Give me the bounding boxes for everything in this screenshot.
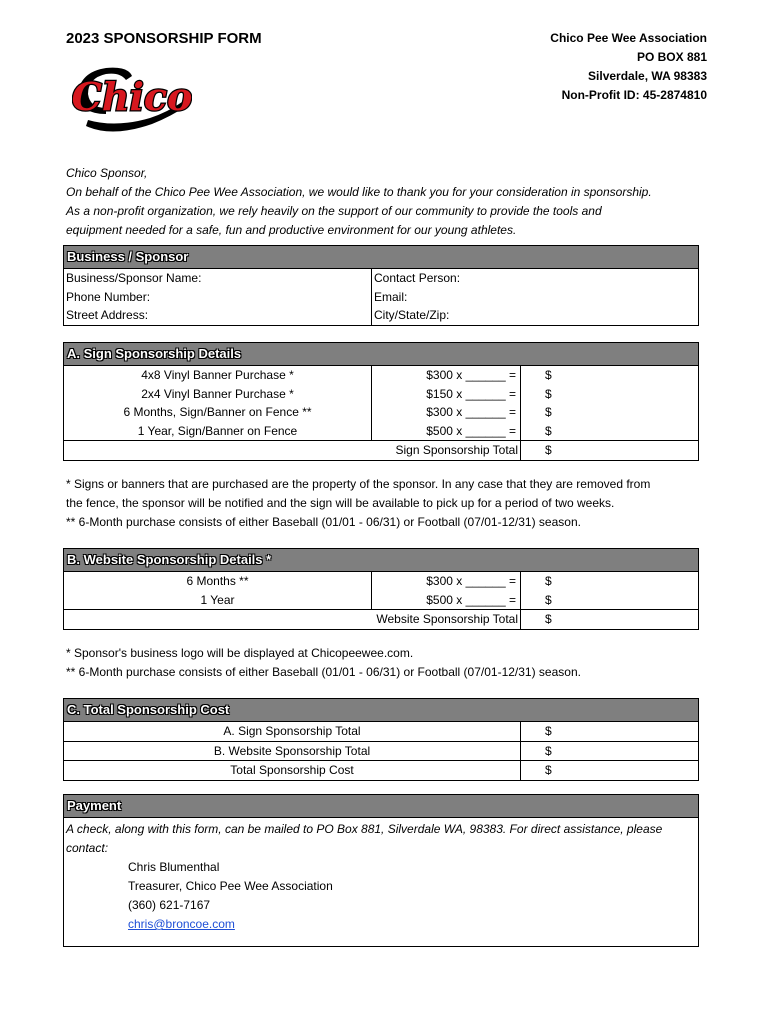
sign-item: 2x4 Vinyl Banner Purchase * [141, 386, 294, 401]
website-row [64, 572, 698, 591]
organization-address [550, 29, 707, 105]
note-line: ** 6-Month purchase consists of either Baseball (01/01 - 06/31) or Football (07/01-12/31) season. [66, 665, 581, 679]
form-row [64, 288, 698, 307]
website-total-row [64, 610, 698, 629]
website-sponsorship-section [63, 548, 699, 630]
letter-greeting: Chico Sponsor, [66, 166, 148, 180]
sign-item: 6 Months, Sign/Banner on Fence ** [123, 405, 312, 419]
website-price-quantity[interactable]: $300 x ______ = [371, 572, 520, 591]
note-line: ** 6-Month purchase consists of either Baseball (01/01 - 06/31) or Football (07/01-12/31) season. [66, 515, 581, 529]
logo-text: Chico [72, 74, 192, 119]
sign-price-quantity[interactable]: $150 x ______ = [371, 385, 520, 404]
website-notes [66, 644, 706, 682]
form-title: 2023 SPONSORSHIP FORM [66, 30, 262, 47]
email-field[interactable]: Email: [371, 288, 698, 307]
contact-phone: (360) 621-7167 [128, 898, 211, 912]
city-state-zip-field[interactable]: City/State/Zip: [371, 306, 698, 325]
total-label: Total Sponsorship Cost [230, 763, 354, 777]
letter-line: As a non-profit organization, we rely heavily on the support of our community to provide the tools and [66, 204, 602, 218]
website-price-quantity[interactable]: $500 x ______ = [371, 591, 520, 610]
total-value[interactable]: $ [520, 722, 698, 741]
sign-item: 4x8 Vinyl Banner Purchase * [141, 368, 294, 382]
website-total-value[interactable]: $ [520, 610, 698, 629]
form-row [64, 306, 698, 325]
website-item: 1 Year [200, 592, 235, 607]
letter-line: On behalf of the Chico Pee Wee Association, we would like to thank you for your consideration in sponsorship. [66, 185, 652, 199]
org-nonprofit-id: Non-Profit ID: 45-2874810 [561, 88, 707, 102]
sign-line-total[interactable]: $ [520, 366, 698, 385]
sign-row [64, 422, 698, 442]
sign-price-quantity[interactable]: $500 x ______ = [371, 422, 520, 441]
sign-notes [66, 475, 706, 532]
total-row [64, 761, 698, 780]
phone-number-field[interactable]: Phone Number: [66, 289, 151, 304]
total-cost-section [63, 698, 699, 781]
sign-total-value[interactable]: $ [520, 441, 698, 460]
street-address-field[interactable]: Street Address: [66, 308, 149, 322]
total-row [64, 722, 698, 742]
total-label: A. Sign Sponsorship Total [223, 724, 361, 738]
chico-logo [72, 58, 192, 140]
org-city: Silverdale, WA 98383 [588, 69, 707, 83]
website-line-total[interactable]: $ [520, 572, 698, 591]
business-sponsor-section [63, 245, 699, 326]
sign-row [64, 403, 698, 422]
contact-email-row [64, 915, 698, 934]
section-header: C. Total Sponsorship Cost [64, 699, 698, 722]
sign-item: 1 Year, Sign/Banner on Fence [137, 423, 298, 438]
total-value[interactable]: $ [520, 742, 698, 761]
intro-letter [66, 164, 706, 240]
sign-sponsorship-section [63, 342, 699, 461]
section-header: A. Sign Sponsorship Details [64, 343, 698, 366]
note-line: the fence, the sponsor will be notified and the sign will be available to pick up for a period of two weeks. [66, 496, 615, 510]
sign-total-label: Sign Sponsorship Total [395, 443, 518, 457]
letter-line: equipment needed for a safe, fun and productive environment for our young athletes. [66, 223, 517, 237]
sign-row [64, 385, 698, 404]
total-value[interactable]: $ [520, 761, 698, 780]
form-row [64, 269, 698, 288]
sign-line-total[interactable]: $ [520, 385, 698, 404]
note-line: * Signs or banners that are purchased are the property of the sponsor. In any case that they are removed from [66, 477, 651, 491]
total-row [64, 742, 698, 762]
sign-row [64, 366, 698, 385]
section-header: Payment [64, 795, 698, 818]
payment-section [63, 794, 699, 947]
website-total-label: Website Sponsorship Total [376, 612, 518, 626]
payment-instructions: A check, along with this form, can be mailed to PO Box 881, Silverdale WA, 98383. For direct assistance, please contact: [66, 822, 663, 855]
sign-line-total[interactable]: $ [520, 422, 698, 441]
sign-price-quantity[interactable]: $300 x ______ = [371, 366, 520, 385]
contact-name: Chris Blumenthal [128, 860, 220, 874]
total-label: B. Website Sponsorship Total [213, 743, 371, 758]
sign-total-row [64, 441, 698, 460]
contact-email-link[interactable]: chris@broncoe.com [128, 917, 235, 931]
section-header: Business / Sponsor [64, 246, 698, 269]
website-line-total[interactable]: $ [520, 591, 698, 610]
website-row [64, 591, 698, 611]
website-item: 6 Months ** [186, 574, 249, 588]
contact-person-field[interactable]: Contact Person: [371, 269, 698, 288]
contact-title: Treasurer, Chico Pee Wee Association [128, 879, 333, 893]
sign-price-quantity[interactable]: $300 x ______ = [371, 403, 520, 422]
org-po-box: PO BOX 881 [636, 50, 707, 64]
org-name: Chico Pee Wee Association [550, 31, 707, 45]
sign-line-total[interactable]: $ [520, 403, 698, 422]
note-line: * Sponsor's business logo will be displayed at Chicopeewee.com. [66, 646, 414, 660]
business-name-field[interactable]: Business/Sponsor Name: [66, 271, 202, 285]
section-header: B. Website Sponsorship Details * [64, 549, 698, 572]
